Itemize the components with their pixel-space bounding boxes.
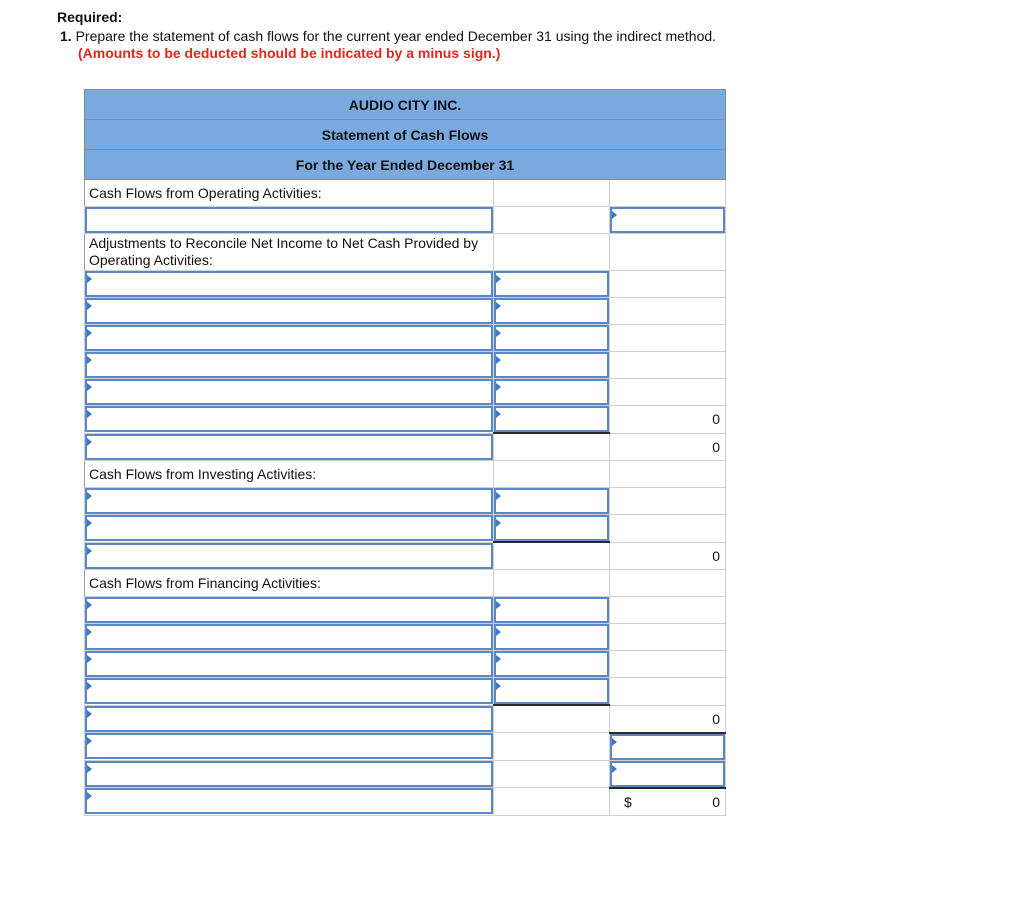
empty-cell — [610, 651, 726, 678]
operating-total-row — [85, 433, 726, 461]
financing-amount-input[interactable] — [494, 651, 609, 677]
empty-cell — [610, 325, 726, 352]
ending-cash-row — [85, 788, 726, 816]
empty-cell — [494, 433, 610, 461]
net-income-amount-input[interactable] — [610, 207, 725, 233]
empty-cell — [610, 597, 726, 624]
financing-total: 0 — [610, 705, 726, 733]
financing-section-row — [85, 570, 726, 597]
adjustment-label-input[interactable] — [85, 325, 493, 351]
empty-cell — [610, 488, 726, 515]
statement-period: For the Year Ended December 31 — [85, 150, 726, 180]
adjustment-label-input[interactable] — [85, 352, 493, 378]
required-heading: Required: — [57, 9, 123, 25]
investing-row — [85, 515, 726, 543]
financing-activities-label: Cash Flows from Financing Activities: — [85, 570, 494, 597]
company-name: AUDIO CITY INC. — [85, 90, 726, 120]
minus-sign-note: (Amounts to be deducted should be indicated by a minus sign.) — [78, 45, 501, 61]
beginning-cash-label-input[interactable] — [85, 761, 493, 787]
investing-total-label-input[interactable] — [85, 543, 493, 569]
empty-cell — [610, 352, 726, 379]
operating-total: 0 — [610, 433, 726, 461]
adjustment-label-input[interactable] — [85, 379, 493, 405]
statement-title: Statement of Cash Flows — [85, 120, 726, 150]
adjustment-row — [85, 352, 726, 379]
empty-cell — [494, 207, 610, 234]
empty-cell — [494, 705, 610, 733]
empty-cell — [610, 271, 726, 298]
empty-cell — [610, 180, 726, 207]
ending-cash-total: 0 — [712, 793, 720, 810]
financing-total-label-input[interactable] — [85, 706, 493, 732]
adjustments-subtotal: 0 — [610, 406, 726, 434]
instruction-line — [60, 28, 716, 44]
empty-cell — [494, 760, 610, 788]
adjustment-amount-input[interactable] — [494, 406, 609, 432]
investing-amount-input[interactable] — [494, 515, 609, 541]
ending-cash-label-input[interactable] — [85, 788, 493, 814]
instruction-text: Prepare the statement of cash flows for the current year ended December 31 using the indirect method. — [75, 28, 717, 44]
financing-label-input[interactable] — [85, 678, 493, 704]
empty-cell — [610, 234, 726, 271]
adjustment-label-input[interactable] — [85, 271, 493, 297]
empty-cell — [494, 733, 610, 761]
investing-label-input[interactable] — [85, 515, 493, 541]
adjustment-row — [85, 379, 726, 406]
financing-row — [85, 624, 726, 651]
question-number: 1. — [60, 28, 72, 44]
empty-cell — [494, 570, 610, 597]
adjustment-label-input[interactable] — [85, 406, 493, 432]
empty-cell — [610, 379, 726, 406]
empty-cell — [494, 234, 610, 271]
empty-cell — [610, 570, 726, 597]
adjustments-label: Adjustments to Reconcile Net Income to Net Cash Provided by Operating Activities: — [85, 234, 494, 271]
adjustment-amount-input[interactable] — [494, 379, 609, 405]
empty-cell — [610, 678, 726, 706]
investing-row — [85, 488, 726, 515]
empty-cell — [494, 542, 610, 570]
net-change-row — [85, 733, 726, 761]
investing-section-row — [85, 461, 726, 488]
beginning-cash-amount-input[interactable] — [610, 761, 725, 787]
net-change-label-input[interactable] — [85, 733, 493, 759]
adjustments-section-row — [85, 234, 726, 271]
net-income-label-input[interactable] — [85, 207, 493, 233]
adjustment-label-input[interactable] — [85, 298, 493, 324]
financing-row — [85, 678, 726, 706]
financing-row — [85, 597, 726, 624]
financing-label-input[interactable] — [85, 651, 493, 677]
cash-flow-statement-table — [84, 89, 726, 816]
adjustment-amount-input[interactable] — [494, 271, 609, 297]
investing-amount-input[interactable] — [494, 488, 609, 514]
operating-total-label-input[interactable] — [85, 434, 493, 460]
investing-total-row — [85, 542, 726, 570]
adjustment-amount-input[interactable] — [494, 298, 609, 324]
empty-cell — [494, 788, 610, 816]
adjustment-row — [85, 271, 726, 298]
ending-cash-cell — [610, 788, 726, 816]
financing-amount-input[interactable] — [494, 624, 609, 650]
financing-amount-input[interactable] — [494, 597, 609, 623]
net-income-row — [85, 207, 726, 234]
operating-activities-label: Cash Flows from Operating Activities: — [85, 180, 494, 207]
financing-amount-input[interactable] — [494, 678, 609, 704]
financing-label-input[interactable] — [85, 597, 493, 623]
financing-label-input[interactable] — [85, 624, 493, 650]
empty-cell — [494, 461, 610, 488]
investing-total: 0 — [610, 542, 726, 570]
dollar-sign: $ — [624, 793, 632, 810]
empty-cell — [610, 515, 726, 543]
adjustment-row — [85, 406, 726, 434]
empty-cell — [610, 461, 726, 488]
beginning-cash-row — [85, 760, 726, 788]
financing-total-row — [85, 705, 726, 733]
net-change-amount-input[interactable] — [610, 734, 725, 760]
adjustment-amount-input[interactable] — [494, 325, 609, 351]
adjustment-amount-input[interactable] — [494, 352, 609, 378]
investing-activities-label: Cash Flows from Investing Activities: — [85, 461, 494, 488]
empty-cell — [494, 180, 610, 207]
empty-cell — [610, 298, 726, 325]
adjustment-row — [85, 298, 726, 325]
empty-cell — [610, 624, 726, 651]
adjustment-row — [85, 325, 726, 352]
investing-label-input[interactable] — [85, 488, 493, 514]
operating-section-row — [85, 180, 726, 207]
financing-row — [85, 651, 726, 678]
